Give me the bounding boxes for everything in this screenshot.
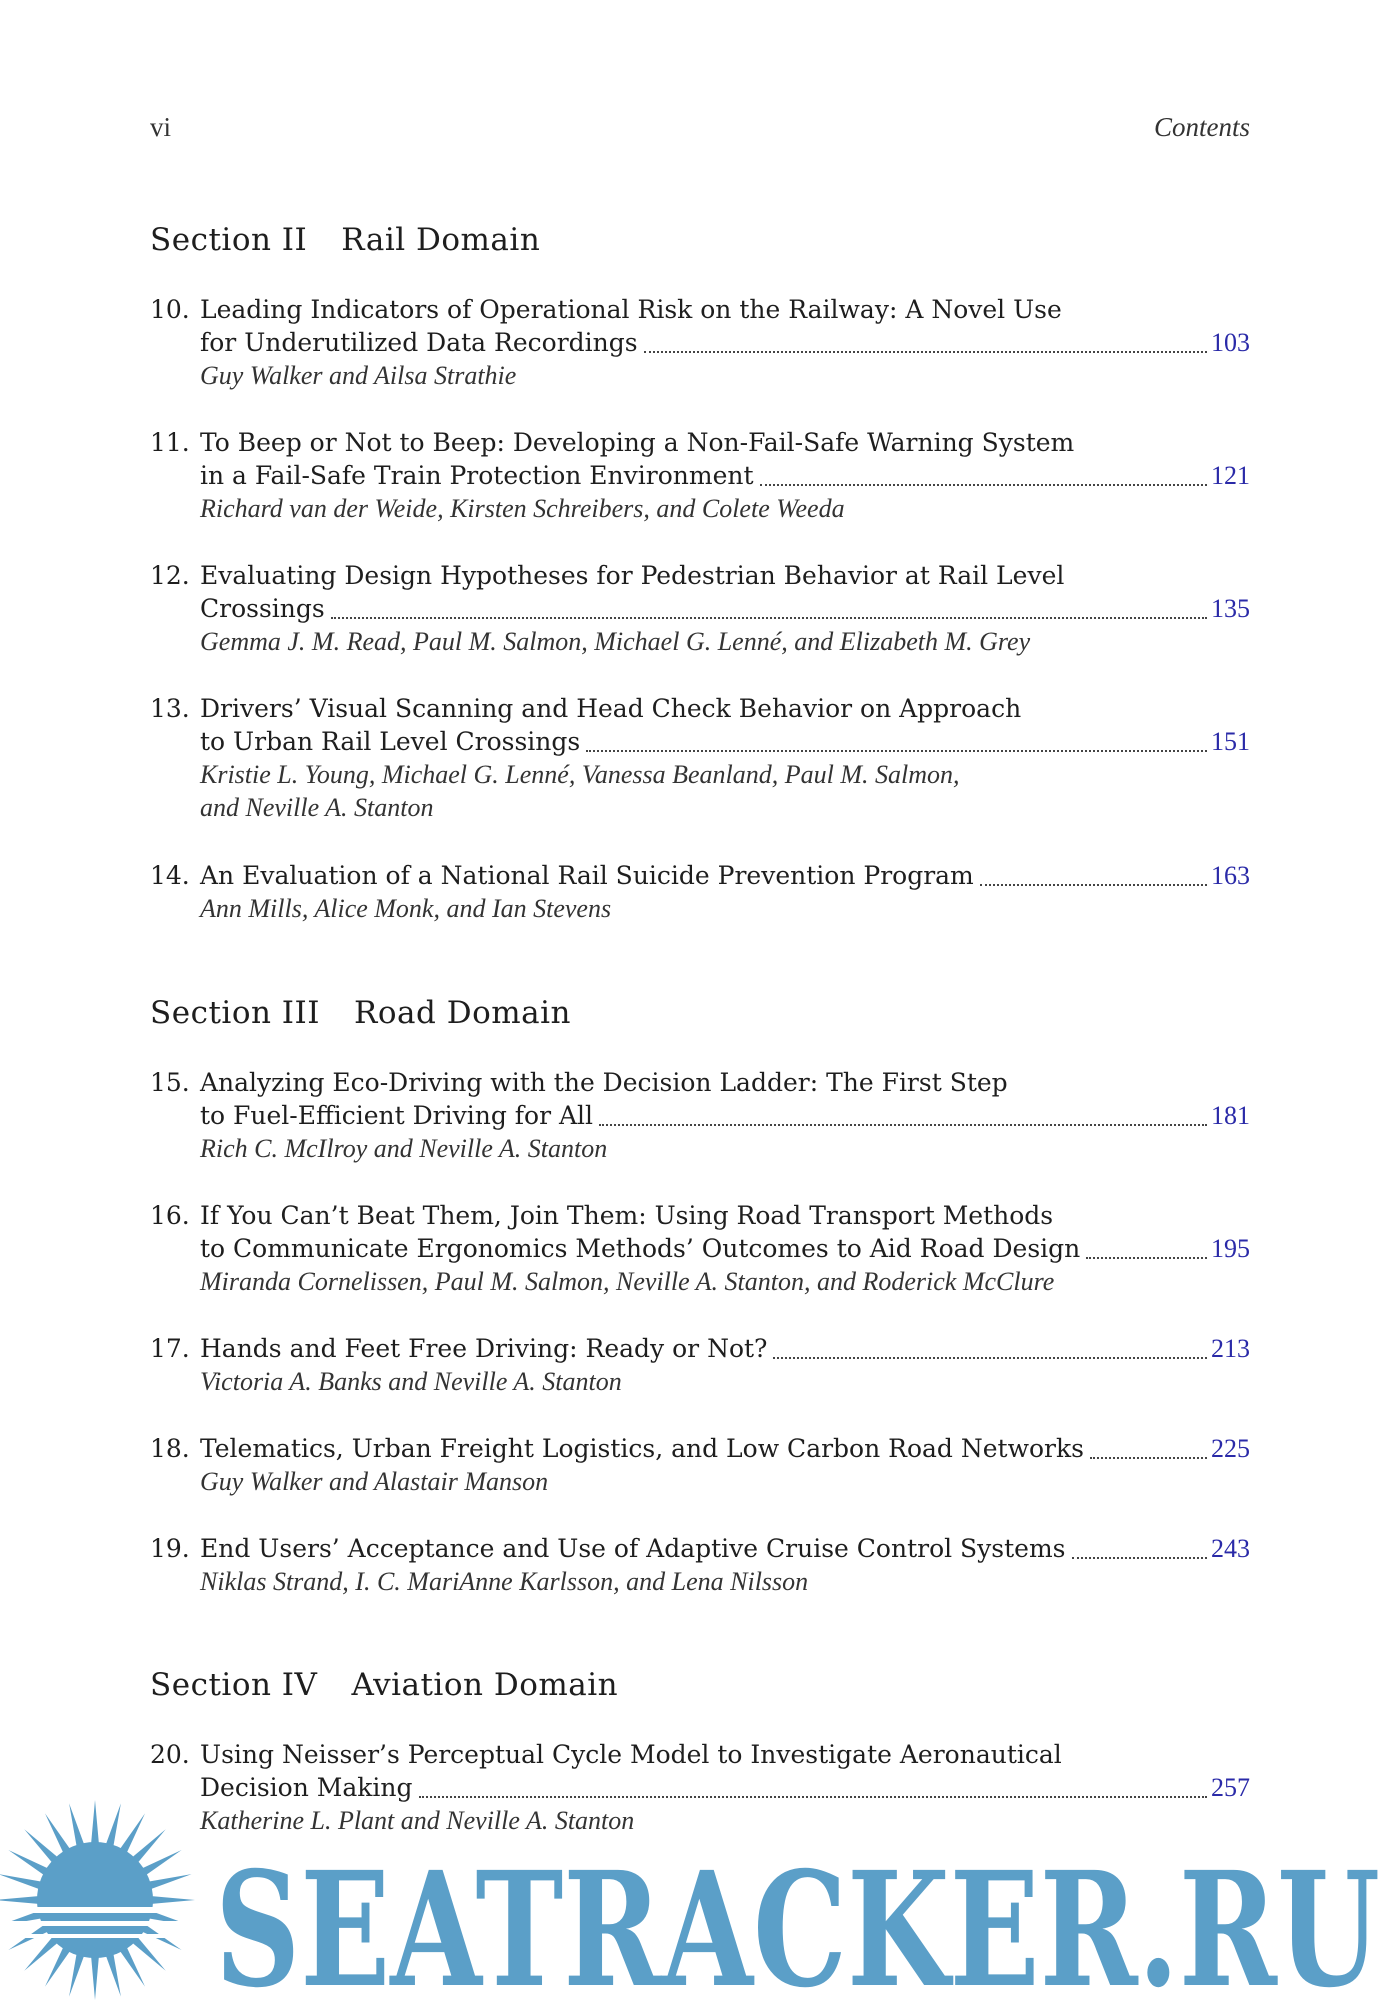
chapter-authors: Guy Walker and Alastair Manson [200,1467,549,1496]
chapter-title-line: If You Can’t Beat Them, Join Them: Using Road Transport Methods [200,1201,1054,1230]
chapter-number: 13. [150,694,190,723]
page-link[interactable]: 181 [1211,1101,1250,1130]
section-label: Section II [150,222,308,258]
dot-leader [760,484,1207,486]
page-link[interactable]: 135 [1211,594,1250,623]
chapter-title-line: in a Fail-Safe Train Protection Environment 121 [200,461,1250,490]
chapter-number: 19. [150,1534,190,1563]
toc-entry[interactable] [150,561,1250,660]
chapter-title-line: for Underutilized Data Recordings 103 [200,328,1250,357]
chapter-title-line: to Communicate Ergonomics Methods’ Outcomes to Aid Road Design 195 [200,1234,1250,1263]
section-title: Rail Domain [341,222,541,258]
watermark [0,1795,1400,2000]
dot-leader [980,884,1207,886]
page-link[interactable]: 121 [1211,461,1250,490]
dot-leader [1086,1257,1207,1259]
section-label: Section IV [150,1667,318,1703]
chapter-title-line: Telematics, Urban Freight Logistics, and Low Carbon Road Networks 225 [200,1434,1250,1463]
page-link[interactable]: 243 [1211,1534,1250,1563]
chapter-authors: Katherine L. Plant and Neville A. Stanton [200,1806,635,1835]
chapter-authors: and Neville A. Stanton [200,793,434,822]
page-number: vi [150,112,172,142]
page-link[interactable]: 213 [1211,1334,1250,1363]
page-link[interactable]: 163 [1211,861,1250,890]
page-link[interactable]: 151 [1211,727,1250,756]
toc-entry[interactable] [150,694,1250,826]
chapter-title-line: Hands and Feet Free Driving: Ready or Not? 213 [200,1334,1250,1363]
chapter-title-line: Leading Indicators of Operational Risk on the Railway: A Novel Use [200,295,1062,324]
running-title: Contents [1153,112,1250,142]
chapter-authors: Victoria A. Banks and Neville A. Stanton [200,1367,622,1396]
page-link[interactable]: 225 [1211,1434,1250,1463]
section-title: Aviation Domain [351,1667,619,1703]
dot-leader [599,1124,1207,1126]
section-title: Road Domain [354,995,572,1031]
chapter-title-line: End Users’ Acceptance and Use of Adaptive Cruise Control Systems 243 [200,1534,1250,1563]
toc-entry[interactable] [150,428,1250,527]
toc-entry[interactable] [150,1534,1250,1600]
chapter-number: 11. [150,428,190,457]
chapter-title-line: Crossings 135 [200,594,1250,623]
chapter-title-line: To Beep or Not to Beep: Developing a Non-Fail-Safe Warning System [200,428,1075,457]
chapter-authors: Miranda Cornelissen, Paul M. Salmon, Neville A. Stanton, and Roderick McClure [200,1267,1055,1296]
page-link[interactable]: 103 [1211,328,1250,357]
section-label: Section III [150,995,321,1031]
section-heading [150,995,571,1031]
chapter-authors: Niklas Strand, I. C. MariAnne Karlsson, and Lena Nilsson [200,1567,809,1596]
chapter-authors: Rich C. McIlroy and Neville A. Stanton [200,1134,608,1163]
dot-leader [586,750,1207,752]
watermark-text: SEATRACKER.RU [215,1838,1380,2000]
chapter-number: 16. [150,1201,190,1230]
chapter-title-line: An Evaluation of a National Rail Suicide Prevention Program 163 [200,861,1250,890]
chapter-title-line: Decision Making 257 [200,1773,1250,1802]
chapter-number: 15. [150,1068,190,1097]
toc-entry[interactable] [150,295,1250,394]
chapter-authors: Richard van der Weide, Kirsten Schreibers, and Colete Weeda [200,494,845,523]
chapter-number: 18. [150,1434,190,1463]
toc-entry[interactable] [150,1068,1250,1167]
dot-leader [331,617,1207,619]
chapter-title-line: Evaluating Design Hypotheses for Pedestrian Behavior at Rail Level [200,561,1065,590]
chapter-title-line: to Urban Rail Level Crossings 151 [200,727,1250,756]
dot-leader [1072,1557,1207,1559]
chapter-number: 20. [150,1740,190,1769]
toc-entry[interactable] [150,1201,1250,1300]
section-heading [150,1667,618,1703]
chapter-number: 14. [150,861,190,890]
chapter-number: 12. [150,561,190,590]
chapter-number: 10. [150,295,190,324]
chapter-title-line: Using Neisser’s Perceptual Cycle Model to Investigate Aeronautical [200,1740,1062,1769]
chapter-authors: Ann Mills, Alice Monk, and Ian Stevens [200,894,612,923]
dot-leader [644,351,1207,353]
chapter-title-line: to Fuel-Efficient Driving for All 181 [200,1101,1250,1130]
chapter-number: 17. [150,1334,190,1363]
toc-entry[interactable] [150,861,1250,927]
dot-leader [1090,1457,1207,1459]
chapter-authors: Kristie L. Young, Michael G. Lenné, Vanessa Beanland, Paul M. Salmon, [200,760,960,789]
toc-entry[interactable] [150,1334,1250,1400]
page-link[interactable]: 257 [1211,1773,1250,1802]
dot-leader [773,1357,1207,1359]
sun-logo-icon [0,1795,1400,2000]
toc-entry[interactable] [150,1434,1250,1500]
section-heading [150,222,540,258]
chapter-title-line: Analyzing Eco-Driving with the Decision Ladder: The First Step [200,1068,1008,1097]
chapter-authors: Guy Walker and Ailsa Strathie [200,361,517,390]
page-link[interactable]: 195 [1211,1234,1250,1263]
chapter-authors: Gemma J. M. Read, Paul M. Salmon, Michael G. Lenné, and Elizabeth M. Grey [200,627,1031,656]
chapter-title-line: Drivers’ Visual Scanning and Head Check Behavior on Approach [200,694,1022,723]
